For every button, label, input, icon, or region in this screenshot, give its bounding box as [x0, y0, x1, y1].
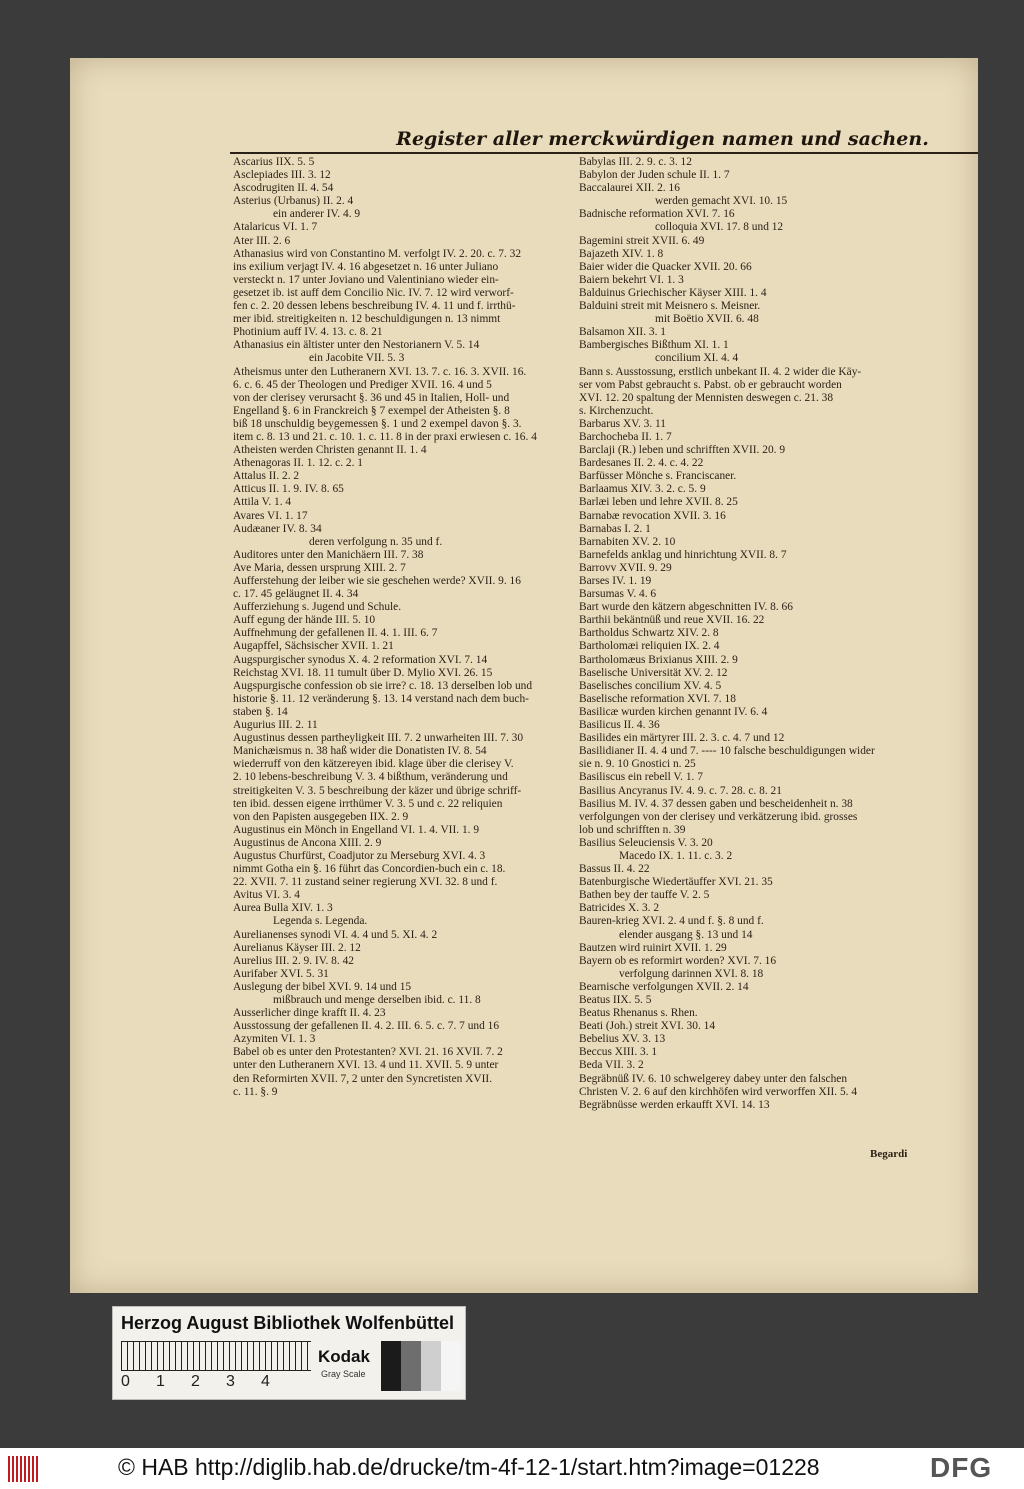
index-line: Augustinus de Ancona XIII. 2. 9	[233, 836, 382, 849]
index-line: Baselisches concilium XV. 4. 5	[579, 679, 722, 692]
index-line: biß 18 unschuldig beygemessen §. 1 und 2 exempel davon §. 3.	[233, 417, 522, 430]
index-line: Balsamon XII. 3. 1	[579, 326, 666, 339]
index-line: Barfüsser Mönche s. Franciscaner.	[579, 470, 737, 483]
index-line: Atheismus unter den Lutheranern XVI. 13. 7. c. 16. 3. XVII. 16.	[233, 365, 527, 378]
index-line: ein Jacobite VII. 5. 3	[309, 352, 405, 365]
right-index-column	[579, 156, 924, 1112]
index-line: versteckt n. 17 unter Joviano und Valentiniano wieder ein-	[233, 273, 499, 286]
left-index-column	[233, 156, 573, 1099]
index-line: Basilidianer II. 4. 4 und 7. ---- 10 falsche beschuldigungen wider	[579, 745, 875, 758]
index-line: c. 11. §. 9	[233, 1085, 278, 1098]
gray-swatch	[401, 1341, 421, 1391]
library-name: Herzog August Bibliothek Wolfenbüttel	[121, 1313, 454, 1333]
copyright-line: © HAB http://diglib.hab.de/drucke/tm-4f-12-1/start.htm?image=01228	[118, 1454, 820, 1480]
index-line: verfolgungen von der clerisey und verkätzerung ibid. grosses	[579, 810, 858, 823]
index-line: Begräbnüsse werden erkaufft XVI. 14. 13	[579, 1098, 770, 1111]
index-line: Babylas III. 2. 9. c. 3. 12	[579, 156, 692, 168]
index-line: Baier wider die Quacker XVII. 20. 66	[579, 260, 752, 273]
index-line: Barthii bekäntnüß und reue XVII. 16. 22	[579, 614, 765, 627]
index-line: c. 17. 45 geläugnet II. 4. 34	[233, 588, 359, 601]
index-line: Ausstossung der gefallenen II. 4. 2. III. 6. 5. c. 7. 7 und 16	[233, 1020, 500, 1033]
index-line: Athanasius ein ältister unter den Nestorianern V. 5. 14	[233, 339, 480, 352]
index-line: Auffnehmung der gefallenen II. 4. 1. III. 6. 7	[233, 627, 438, 640]
index-line: Christen V. 2. 6 auf den kirchhöfen wird verworffen XII. 5. 4	[579, 1085, 858, 1098]
ruler-number: 0	[121, 1373, 130, 1390]
index-line: Baselische Universität XV. 2. 12	[579, 666, 728, 679]
ruler-scale	[121, 1341, 311, 1371]
barcode-icon	[8, 1456, 38, 1482]
index-line: Legenda s. Legenda.	[273, 915, 368, 928]
index-line: Auditores unter den Manichäern III. 7. 38	[233, 548, 424, 561]
index-line: Atalaricus VI. 1. 7	[233, 221, 318, 234]
index-line: Ascodrugiten II. 4. 54	[233, 182, 334, 195]
ruler-number: 3	[226, 1373, 235, 1390]
index-line: Auff egung der hände III. 5. 10	[233, 614, 376, 627]
index-line: Barnabas I. 2. 1	[579, 522, 651, 535]
index-line: Athanasius wird von Constantino M. verfolgt IV. 2. 20. c. 7. 32	[233, 247, 522, 260]
index-line: Bardesanes II. 2. 4. c. 4. 22	[579, 457, 704, 470]
index-line: Badnische reformation XVI. 7. 16	[579, 208, 735, 221]
index-line: ins exilium verjagt IV. 4. 16 abgesetzet n. 16 unter Juliano	[233, 260, 499, 273]
index-line: Balduinus Griechischer Käyser XIII. 1. 4	[579, 286, 767, 299]
gray-swatch	[421, 1341, 441, 1391]
index-line: unter den Lutheranern XVI. 13. 4 und 11. XVII. 5. 9 unter	[233, 1059, 499, 1072]
index-line: gesetzet ib. ist auff dem Concilio Nic. IV. 7. 12 wird verworf-	[233, 286, 514, 299]
index-line: mer ibid. streitigkeiten n. 12 beschuldigungen n. 13 nimmt	[233, 313, 501, 326]
index-line: Atheisten werden Christen genannt II. 1. 4	[233, 444, 427, 457]
index-line: Barclaji (R.) leben und schrifften XVII. 20. 9	[579, 444, 786, 457]
ruler-number: 1	[156, 1373, 165, 1390]
index-line: Bartholdus Schwartz XIV. 2. 8	[579, 627, 719, 640]
kodak-logo: Kodak	[318, 1347, 370, 1366]
index-line: Ave Maria, dessen ursprung XIII. 2. 7	[233, 561, 406, 574]
index-line: Basilicæ wurden kirchen genannt IV. 6. 4	[579, 705, 768, 718]
index-line: Basilius M. IV. 4. 37 dessen gaben und bescheidenheit n. 38	[579, 797, 853, 810]
index-line: Augustus Churfürst, Coadjutor zu Merseburg XVI. 4. 3	[233, 849, 486, 862]
index-line: Beatus Rhenanus s. Rhen.	[579, 1007, 698, 1020]
index-line: mißbrauch und menge derselben ibid. c. 11. 8	[273, 994, 481, 1006]
index-line: Augurius III. 2. 11	[233, 719, 318, 732]
dfg-logo: DFG	[930, 1452, 993, 1483]
index-line: XVI. 12. 20 spaltung der Mennisten deswegen c. 21. 38	[579, 391, 834, 404]
index-line: Augapffel, Sächsischer XVII. 1. 21	[233, 640, 394, 653]
index-line: ser vom Pabst gebraucht s. Pabst. ob er gebraucht worden	[579, 378, 842, 391]
index-line: Beccus XIII. 3. 1	[579, 1046, 658, 1059]
index-line: Aurelius III. 2. 9. IV. 8. 42	[233, 954, 354, 967]
index-line: Basilicus II. 4. 36	[579, 719, 660, 732]
scanned-page	[70, 58, 978, 1293]
gray-scale-label: Gray Scale	[321, 1369, 366, 1379]
index-line: 6. c. 6. 45 der Theologen und Prediger XVII. 16. 4 und 5	[233, 378, 492, 391]
footer-bar	[0, 1448, 1024, 1489]
index-line: ten ibid. dessen eigene irrthümer V. 3. 5 und c. 22 reliquien	[233, 797, 503, 810]
index-line: Bauren-krieg XVI. 2. 4 und f. §. 8 und f.	[579, 915, 764, 928]
catchword: Begardi	[870, 1148, 908, 1160]
index-line: Aufferstehung der leiber wie sie geschehen werde? XVII. 9. 16	[233, 575, 521, 587]
index-line: Augspurgische confession ob sie irre? c. 18. 13 derselben lob und	[233, 679, 533, 692]
index-line: Manichæismus n. 38 haß wider die Donatisten IV. 8. 54	[233, 745, 487, 758]
index-line: Augustinus ein Mönch in Engelland VI. 1. 4. VII. 1. 9	[233, 823, 480, 836]
index-line: Augustinus dessen partheyligkeit III. 7. 2 unwarheiten III. 7. 30	[233, 732, 524, 745]
index-line: Barnabæ revocation XVII. 3. 16	[579, 509, 726, 522]
index-line: Batricides X. 3. 2	[579, 902, 660, 915]
index-line: Aurea Bulla XIV. 1. 3	[233, 902, 333, 915]
gray-swatch	[441, 1341, 461, 1391]
index-line: item c. 8. 13 und 21. c. 10. 1. c. 11. 8 in der praxi erwiesen c. 16. 4	[233, 430, 537, 443]
ruler-number: 4	[261, 1373, 270, 1390]
index-line: Attila V. 1. 4	[233, 496, 292, 509]
index-line: streitigkeiten V. 3. 5 beschreibung der käzer und übrige schriff-	[233, 784, 522, 797]
index-line: Bebelius XV. 3. 13	[579, 1033, 666, 1046]
index-line: staben §. 14	[233, 705, 288, 718]
ruler-number: 2	[191, 1373, 200, 1390]
index-line: mit Boëtio XVII. 6. 48	[655, 313, 759, 326]
index-line: Bathen bey der tauffe V. 2. 5	[579, 889, 710, 902]
index-line: werden gemacht XVI. 10. 15	[655, 195, 788, 208]
index-line: Photinium auff IV. 4. 13. c. 8. 21	[233, 326, 383, 339]
index-line: fen c. 2. 20 dessen lebens beschreibung IV. 4. 11 und f. irrthü-	[233, 300, 516, 313]
index-line: Batenburgische Wiedertäuffer XVI. 21. 35	[579, 876, 773, 889]
gray-swatches	[381, 1341, 461, 1391]
index-line: Barchocheba II. 1. 7	[579, 430, 672, 443]
index-line: Ater III. 2. 6	[233, 234, 291, 247]
index-line: concilium XI. 4. 4	[655, 352, 739, 365]
index-line: Bagemini streit XVII. 6. 49	[579, 234, 705, 247]
index-line: Auslegung der bibel XVI. 9. 14 und 15	[233, 980, 412, 993]
index-line: Babylon der Juden schule II. 1. 7	[579, 169, 730, 182]
index-line: von den Papisten ausgegeben IIX. 2. 9	[233, 810, 409, 823]
index-line: historie §. 11. 12 veränderung §. 13. 14 verstand nach dem buch-	[233, 692, 529, 705]
index-line: Basilides ein märtyrer III. 2. 3. c. 4. 7 und 12	[579, 732, 785, 745]
index-line: sie n. 9. 10 Gnostici n. 25	[579, 758, 696, 771]
index-line: Barnabiten XV. 2. 10	[579, 535, 676, 548]
index-line: ein anderer IV. 4. 9	[273, 208, 361, 221]
running-title: Register aller merckwürdigen namen und sachen.	[396, 128, 929, 150]
index-line: Beati (Joh.) streit XVI. 30. 14	[579, 1020, 716, 1033]
index-line: den Reformirten XVII. 7, 2 unter den Syncretisten XVII.	[233, 1072, 493, 1085]
gray-swatch	[381, 1341, 401, 1391]
index-line: Ausserlicher dinge krafft II. 4. 23	[233, 1007, 386, 1020]
index-line: Begräbnüß IV. 6. 10 schwelgerey dabey unter den falschen	[579, 1072, 848, 1085]
index-line: nimmt Gotha ein §. 16 führt das Concordien-buch ein c. 18.	[233, 863, 506, 876]
ruler-numbers	[121, 1373, 321, 1391]
index-line: Baccalaurei XII. 2. 16	[579, 182, 680, 195]
index-line: Asterius (Urbanus) II. 2. 4	[233, 195, 354, 208]
index-line: colloquia XVI. 17. 8 und 12	[655, 221, 784, 234]
index-line: Barrovv XVII. 9. 29	[579, 561, 672, 574]
index-line: Ascarius IIX. 5. 5	[233, 156, 315, 168]
index-line: Beda VII. 3. 2	[579, 1059, 644, 1072]
index-line: von der clerisey verursacht §. 36 und 45 in Italien, Holl- und	[233, 391, 510, 404]
index-line: Babel ob es unter den Protestanten? XVI. 21. 16 XVII. 7. 2	[233, 1046, 503, 1059]
index-line: Reichstag XVI. 18. 11 tumult über D. Mylio XVI. 26. 15	[233, 666, 493, 679]
index-line: Engelland §. 6 in Franckreich § 7 exempel der Atheisten §. 8	[233, 404, 510, 417]
index-line: Barlæi leben und lehre XVII. 8. 25	[579, 496, 738, 509]
index-line: Avares VI. 1. 17	[233, 509, 308, 522]
index-line: Aurelianenses synodi VI. 4. 4 und 5. XI. 4. 2	[233, 928, 438, 941]
index-line: Basilius Seleuciensis V. 3. 20	[579, 836, 713, 849]
index-line: Bayern ob es reformirt worden? XVI. 7. 16	[579, 954, 777, 967]
index-line: Aufferziehung s. Jugend und Schule.	[233, 601, 402, 614]
index-line: Baselische reformation XVI. 7. 18	[579, 692, 736, 705]
index-line: Bearnische verfolgungen XVII. 2. 14	[579, 980, 749, 993]
title-rule	[230, 152, 978, 154]
index-line: Asclepiades III. 3. 12	[233, 169, 331, 182]
index-line: 22. XVII. 7. 11 zustand seiner regierung XVI. 32. 8 und f.	[233, 876, 498, 889]
index-line: Barsumas V. 4. 6	[579, 588, 657, 601]
index-line: Attalus II. 2. 2	[233, 470, 300, 483]
index-line: Bartholomæus Brixianus XIII. 2. 9	[579, 653, 738, 666]
index-line: elender ausgang §. 13 und 14	[619, 928, 753, 941]
index-line: Aurelianus Käyser III. 2. 12	[233, 941, 361, 954]
index-line: lob und schrifften n. 39	[579, 823, 686, 836]
index-line: Macedo IX. 1. 11. c. 3. 2	[619, 849, 733, 862]
index-line: Baiern bekehrt VI. 1. 3	[579, 273, 684, 286]
index-line: s. Kirchenzucht.	[579, 404, 654, 417]
index-line: Audæaner IV. 8. 34	[233, 522, 322, 535]
index-line: Balduini streit mit Meisnero s. Meisner.	[579, 300, 761, 313]
index-line: Athenagoras II. 1. 12. c. 2. 1	[233, 457, 364, 470]
index-line: Basilius Ancyranus IV. 4. 9. c. 7. 28. c. 8. 21	[579, 784, 782, 797]
index-line: verfolgung darinnen XVI. 8. 18	[619, 967, 764, 980]
index-line: Bajazeth XIV. 1. 8	[579, 247, 664, 260]
index-line: Bautzen wird ruinirt XVII. 1. 29	[579, 941, 727, 954]
index-line: Avitus VI. 3. 4	[233, 889, 300, 902]
index-line: Bambergisches Bißthum XI. 1. 1	[579, 339, 729, 352]
index-line: Bassus II. 4. 22	[579, 863, 650, 876]
index-line: Azymiten VI. 1. 3	[233, 1033, 316, 1046]
index-line: Aurifaber XVI. 5. 31	[233, 967, 329, 980]
color-target-card	[112, 1306, 466, 1400]
index-line: Augspurgischer synodus X. 4. 2 reformation XVI. 7. 14	[233, 653, 488, 666]
index-line: 2. 10 lebens-beschreibung V. 3. 4 bißthum, veränderung und	[233, 771, 508, 784]
index-line: Bartholomæi reliquien IX. 2. 4	[579, 640, 720, 653]
index-line: Bann s. Ausstossung, erstlich unbekant II. 4. 2 wider die Käy-	[579, 365, 862, 378]
index-line: Barbarus XV. 3. 11	[579, 417, 667, 430]
index-line: Barses IV. 1. 19	[579, 575, 652, 587]
index-line: Bart wurde den kätzern abgeschnitten IV. 8. 66	[579, 601, 793, 614]
index-line: deren verfolgung n. 35 und f.	[309, 535, 443, 548]
index-line: Atticus II. 1. 9. IV. 8. 65	[233, 483, 344, 496]
index-line: wiederruff von den kätzereyen ibid. klage über die clerisey V.	[233, 758, 514, 771]
index-line: Beatus IIX. 5. 5	[579, 994, 652, 1006]
index-line: Barlaamus XIV. 3. 2. c. 5. 9	[579, 483, 706, 496]
index-line: Barnefelds anklag und hinrichtung XVII. 8. 7	[579, 548, 787, 561]
index-line: Basiliscus ein rebell V. 1. 7	[579, 771, 703, 784]
